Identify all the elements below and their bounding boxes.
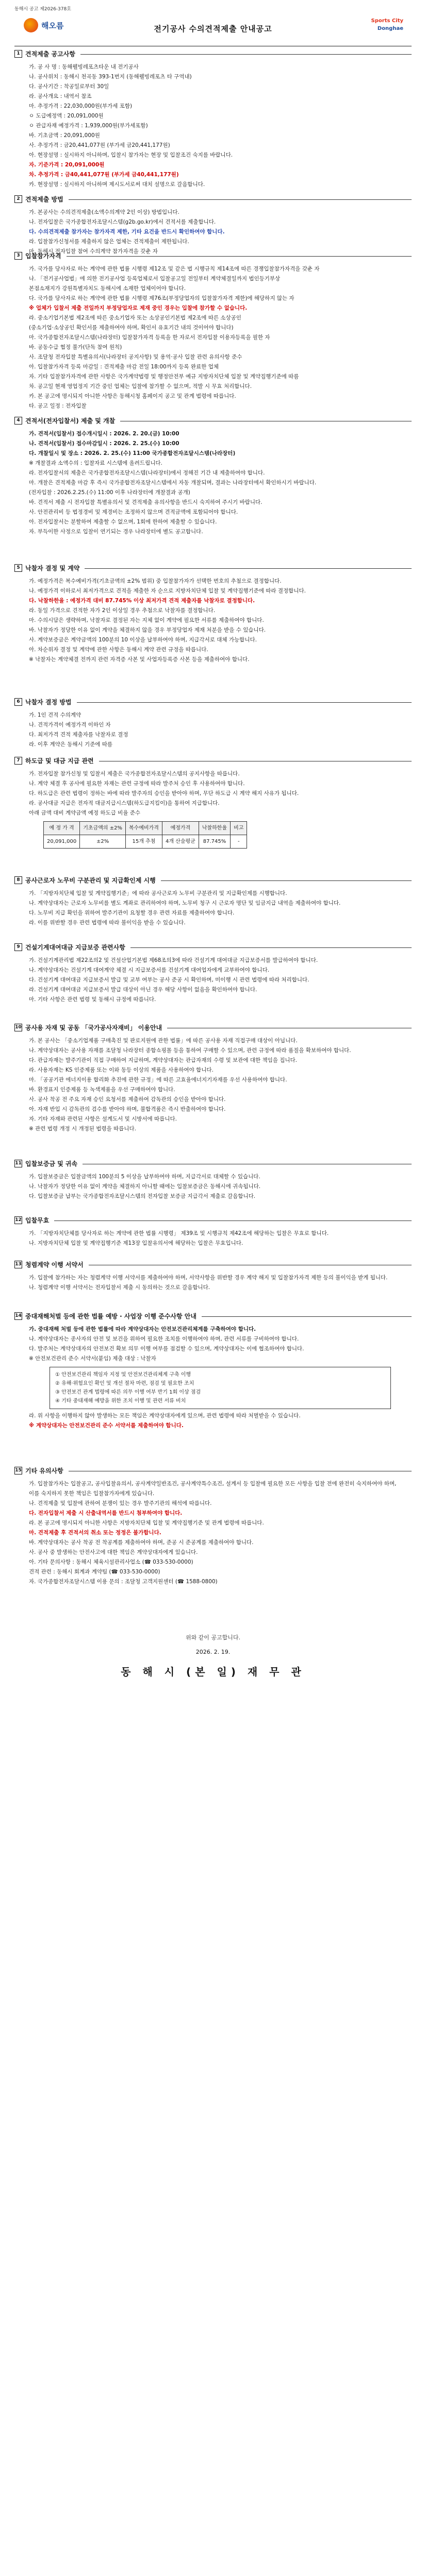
notice-line: 나. 공사위치 : 동해시 천곡동 393-1번지 (동해웰빙레포츠 타 구역내): [29, 74, 192, 80]
notice-line: 다. 입찰보증금 납부는 국가종합전자조달시스템의 전자입찰 보증금 지급각서 제출로 갈음합니다.: [29, 1193, 256, 1199]
doc-number: 동해시 공고 제2026-378호: [14, 7, 71, 12]
section-body: [14, 769, 412, 849]
section-divider: [80, 54, 412, 55]
table-cell: -: [231, 835, 247, 849]
section-heading: [14, 943, 412, 952]
table-cell: 20,091,000: [44, 835, 80, 849]
notice-line: 다. 최저가격 견적 제출자를 낙찰자로 결정: [29, 732, 128, 738]
section-heading: [14, 698, 412, 706]
section-6: [14, 698, 412, 750]
section-body: [14, 429, 412, 537]
notice-line: 라. 건설기계 대여대금 지급보증서 발급 대상이 아닌 경우 해당 사항이 없음을 확인하여야 합니다.: [29, 987, 257, 993]
section-1: [14, 49, 412, 190]
notice-line: 가. 본공사는 수의견적제출(소액수의계약 2인 이상) 방법입니다.: [29, 209, 179, 215]
notice-line: 가. 입찰에 참가하는 자는 청렴계약 이행 서약서를 제출하여야 하며, 서약사항을 위반할 경우 계약 해지 및 입찰참가자격 제한 등의 불이익을 받게 됩니다.: [29, 1275, 388, 1281]
section-divider: [89, 1264, 412, 1265]
section-number: 13: [14, 1261, 22, 1268]
section-title: 청렴계약 이행 서약서: [25, 1261, 84, 1268]
notice-line: ※ 계약상대자는 안전보건관리 준수 서약서를 제출하여야 합니다.: [29, 1422, 184, 1429]
section-number: 7: [14, 757, 22, 765]
notice-line: 나. 「전기공사업법」에 의한 전기공사업 등록업체로서 입찰공고일 전일부터 계약체결일까지 법인등기부상: [29, 276, 281, 282]
section-heading: [14, 416, 412, 425]
notice-line: 라. 전자입찰서의 제출은 국가종합전자조달시스템(나라장터)에서 정해진 기간 내 제출하여야 합니다.: [29, 470, 265, 476]
section-heading: [14, 756, 412, 765]
section-body: [14, 956, 412, 1005]
table-header-cell: 예 정 가 격: [44, 822, 80, 835]
notice-line: 가. 입찰참가자는 입찰공고, 공사입찰유의서, 공사계약일반조건, 공사계약특수조건, 설계서 등 입찰에 필요한 모든 사항을 입찰 전에 완전히 숙지하여야 하며,: [29, 1481, 397, 1487]
section-body: [14, 1325, 412, 1431]
notice-line: 아. 현장설명 : 실시하지 아니하며, 입찰시 참가자는 현장 및 입찰조건 숙지를 바랍니다.: [29, 152, 233, 158]
notice-line: 나. 견적서(입찰서) 접수마감일시 : 2026. 2. 25.(수) 10:00: [29, 440, 179, 447]
notice-line: ※ 업체가 입찰서 제출 전일까지 부정당업자로 제재 중인 경우는 입찰에 참가할 수 없습니다.: [29, 305, 248, 311]
notice-line: 라. 동일 가격으로 견적한 자가 2인 이상일 경우 추첨으로 낙찰자를 결정합니다.: [29, 607, 216, 614]
section-number: 2: [14, 195, 22, 203]
section-title: 공사근로자 노무비 구분관리 및 지급확인제 시행: [25, 877, 156, 884]
notice-line: 마. 추정가격 : 22,030,000원(부가세 포함): [29, 103, 133, 109]
notice-line: 마. 수의시담은 생략하며, 낙찰자로 결정된 자는 지체 없이 계약에 필요한 서류를 제출하여야 합니다.: [29, 617, 264, 623]
notice-line: 라. 중소기업기본법 제2조에 따른 중소기업자 또는 소상공인기본법 제2조에 따른 소상공인: [29, 315, 241, 321]
notice-line: 라. 공사대금 지급은 전자적 대금지급시스템(하도급지킴이)을 통하여 지급합니다.: [29, 800, 220, 806]
notice-line: 아. 전자입찰서는 분할하여 제출할 수 없으며, 1회에 한하여 제출할 수 있습니다.: [29, 519, 217, 525]
section-title: 입찰무효: [25, 1217, 50, 1224]
notice-line: (중소기업·소상공인 확인서를 제출하여야 하며, 확인서 유효기간 내의 것이어야 합니다): [29, 325, 234, 331]
section-number: 11: [14, 1160, 22, 1167]
section-title: 입찰참가자격: [25, 252, 61, 260]
checklist-item: ① 안전보건관리 책임자 지정 및 안전보건관리체계 구축 이행: [55, 1372, 191, 1378]
notice-line: 견적 관련 : 동해시 회계과 계약팀 (☎ 033-530-0000): [29, 1569, 160, 1575]
section-divider: [67, 256, 412, 257]
table-cell: 87.745%: [199, 835, 230, 849]
section-divider: [130, 947, 412, 948]
notice-line: 마. 개찰은 견적제출 마감 후 즉시 국가종합전자조달시스템에서 자동 개찰되며, 결과는 나라장터에서 확인하시기 바랍니다.: [29, 480, 317, 486]
notice-line: 다. 건설기계 대여대금 지급보증서 발급 및 교부 여부는 공사 준공 시 확인하며, 미이행 시 관련 법령에 따라 처리합니다.: [29, 977, 309, 983]
section-body: [14, 208, 412, 257]
section-number: 6: [14, 698, 22, 706]
notice-line: 가. 견적서(입찰서) 접수개시일시 : 2026. 2. 20.(금) 10:00: [29, 431, 179, 437]
notice-line: ㅇ 관급자재 예정가격 : 1,939,000원(부가세포함): [29, 123, 148, 129]
notice-line: 아. 기타 문의사항 : 동해시 체육시설관리사업소 (☎ 033-530-0000): [29, 1559, 193, 1565]
section-body: [14, 1229, 412, 1248]
closing-date: 2026. 2. 19.: [195, 1649, 231, 1655]
notice-line: 가. 예정가격은 복수예비가격(기초금액의 ±2% 범위) 중 입찰참가자가 선택한 번호의 추첨으로 결정합니다.: [29, 578, 282, 584]
notice-line: 다. 국가를 당사자로 하는 계약에 관한 법률 시행령 제76조(부정당업자의 입찰참가자격 제한)에 해당하지 않는 자: [29, 295, 294, 301]
notice-line: 나. 전자입찰은 국가종합전자조달시스템(g2b.go.kr)에서 견적서를 제출합니다.: [29, 219, 216, 225]
section-14: [14, 1312, 412, 1431]
section-divider: [69, 199, 412, 200]
section-body: [14, 1036, 412, 1134]
notice-line: 자. 국가종합전자조달시스템 이용 문의 : 조달청 고객지원센터 (☎ 1588-0800): [29, 1579, 218, 1585]
section-number: 12: [14, 1216, 22, 1224]
notice-line: 나. 견적가격이 예정가격 이하인 자: [29, 722, 111, 728]
section-title: 중대재해처벌 등에 관한 법률 예방 · 사업장 이행 준수사항 안내: [25, 1313, 196, 1320]
notice-line: 나. 낙찰자가 정당한 이유 없이 계약을 체결하지 아니할 때에는 입찰보증금은 동해시에 귀속됩니다.: [29, 1183, 261, 1190]
table-header-cell: 낙찰하한율: [199, 822, 230, 835]
section-12: [14, 1216, 412, 1248]
section-body: [14, 1172, 412, 1201]
section-number: 3: [14, 252, 22, 260]
section-divider: [161, 880, 412, 881]
section-body: [14, 710, 412, 750]
notice-line: 마. 동해시 전자입찰 참여 수의계약 참가자격을 갖춘 자: [29, 248, 158, 255]
notice-line: 나. 지방자치단체 입찰 및 계약집행기준 제13장 입찰유의서에 해당하는 입찰은 무효입니다.: [29, 1240, 243, 1246]
section-body: [14, 577, 412, 665]
notice-line: 사. 공사 중 발생하는 안전사고에 대한 책임은 계약상대자에게 있습니다.: [29, 1549, 198, 1555]
notice-line: 바. 계약상대자는 공사 착공 전 착공계를 제출하여야 하며, 준공 시 준공계를 제출하여야 합니다.: [29, 1539, 254, 1546]
section-divider: [77, 702, 412, 703]
section-divider: [83, 1163, 412, 1164]
section-heading: [14, 1260, 412, 1269]
notice-line: 라. 위 사항을 이행하지 않아 발생하는 모든 책임은 계약상대자에게 있으며, 관련 법령에 따라 처벌받을 수 있습니다.: [29, 1413, 301, 1419]
notice-line: 라. 본 공고에 명시되지 아니한 사항은 지방자치단체 입찰 및 계약집행기준 및 관계 법령에 따릅니다.: [29, 1520, 264, 1526]
section-title: 입찰보증금 및 귀속: [25, 1160, 78, 1167]
section-13: [14, 1260, 412, 1293]
section-heading: [14, 564, 412, 572]
notice-line: 다. 개찰일시 및 장소 : 2026. 2. 25.(수) 11:00 국가종합전자조달시스템(나라장터): [29, 450, 236, 456]
notice-line: 다. 관급자재는 발주기관이 직접 구매하여 지급하며, 계약상대자는 관급자재의 수령 및 보관에 대한 책임을 집니다.: [29, 1057, 297, 1063]
table-header-cell: 복수예비가격: [126, 822, 162, 835]
section-number: 15: [14, 1467, 22, 1475]
table-header-cell: 예정가격: [162, 822, 199, 835]
notice-line: 라. 이후 계약은 동해시 기준에 따름: [29, 741, 113, 748]
notice-line: 타. 공고 일정 : 전자입찰: [29, 403, 87, 409]
notice-line: 가. 1인 견적 수의계약: [29, 712, 81, 718]
section-divider: [54, 1220, 412, 1221]
section-number: 1: [14, 50, 22, 58]
section-heading: [14, 1159, 412, 1168]
section-11: [14, 1159, 412, 1201]
notice-line: 나. 견적제출 및 입찰에 관하여 분쟁이 있는 경우 발주기관의 해석에 따릅니다.: [29, 1500, 212, 1506]
section-title: 낙찰자 결정 및 계약: [25, 565, 80, 572]
notice-line: 사. 공사 착공 전 주요 자재 승인 요청서를 제출하여 감독관의 승인을 받아야 합니다.: [29, 1096, 226, 1103]
notice-line: 사. 조달청 전자입찰 특별유의서(나라장터 공지사항) 및 용역·공사 입찰 관련 유의사항 준수: [29, 354, 242, 360]
notice-line: 나. 예정가격 이하로서 최저가격으로 견적을 제출한 자 순으로 지방자치단체 입찰 및 계약집행기준에 따라 결정합니다.: [29, 588, 306, 594]
section-heading: [14, 1312, 412, 1320]
notice-line: 라. 사용자재는 KS 인증제품 또는 이와 동등 이상의 제품을 사용하여야 합니다.: [29, 1067, 214, 1073]
notice-line: 가. 국가를 당사자로 하는 계약에 관한 법률 시행령 제12조 및 같은 법 시행규칙 제14조에 따른 경쟁입찰참가자격을 갖춘 자: [29, 266, 320, 272]
section-9: [14, 943, 412, 1005]
title-banner: [14, 15, 412, 46]
notice-line: (전자입찰 : 2026.2.25.(수) 11:00 이후 나라장터에 개찰결과 공개): [29, 489, 190, 496]
section-heading: [14, 1216, 412, 1225]
notice-line: ※ 개찰결과 소액수의 : 입찰자료 시스템에 올려드립니다.: [29, 460, 162, 466]
section-2: [14, 195, 412, 257]
notice-line: 다. 노무비 지급 확인을 위하여 발주기관이 요청할 경우 관련 자료를 제출하여야 합니다.: [29, 910, 235, 916]
section-body: [14, 62, 412, 190]
section-4: [14, 416, 412, 537]
notice-line: 바. 기초금액 : 20,091,000원: [29, 132, 100, 139]
notice-line: 다. 공사기간 : 착공일로부터 30일: [29, 83, 109, 90]
notice-line: 라. 공사개요 : 내역서 참조: [29, 93, 92, 99]
notice-line: 나. 계약상대자는 건설기계 대여계약 체결 시 지급보증서를 건설기계 대여업자에게 교부하여야 합니다.: [29, 967, 270, 973]
section-title: 하도급 및 대금 지급 관련: [25, 757, 94, 765]
issuer-name: 동 해 시 (본 일) 재 무 관: [121, 1666, 305, 1678]
city-logo-text: 해오름: [41, 21, 64, 30]
notice-line: ㅇ 도급예정액 : 20,091,000원: [29, 113, 104, 119]
table-cell: 4개 산술평균: [162, 835, 199, 849]
notice-line: 카. 본 공고에 명시되지 아니한 사항은 동해시청 홈페이지 공고 및 관계 법령에 따릅니다.: [29, 393, 236, 399]
notice-line: 차. 추정가격 : 금40,441,077원 (부가세 금40,441,177원): [29, 172, 179, 178]
section-heading: [14, 251, 412, 260]
section-number: 5: [14, 564, 22, 572]
notice-line: 가. 공 사 명 : 동해웰빙레포츠타운 내 전기공사: [29, 64, 139, 70]
section-10: [14, 1023, 412, 1134]
section-heading: [14, 49, 412, 58]
section-5: [14, 564, 412, 665]
section-body: [14, 889, 412, 928]
notice-line: 아. 입찰참가자격 등록 마감일 : 견적제출 마감 전일 18:00까지 등록 완료한 업체: [29, 364, 219, 370]
section-heading: [14, 1023, 412, 1032]
section-title: 건설기계대여대금 지급보증 관련사항: [25, 944, 125, 951]
section-number: 14: [14, 1312, 22, 1320]
section-15: [14, 1466, 412, 1587]
safety-checklist-box: [50, 1367, 391, 1409]
notice-line: 자. 부득이한 사정으로 입찰이 연기되는 경우 나라장터에 별도 공고합니다.: [29, 529, 203, 535]
checklist-item: ④ 기타 중대재해 예방을 위한 조치 이행 및 관련 서류 비치: [55, 1398, 186, 1404]
notice-line: 자. 기준가격 : 20,091,000원: [29, 162, 105, 168]
checklist-item: ③ 안전보건 관계 법령에 따른 의무 이행 여부 반기 1회 이상 점검: [55, 1389, 201, 1395]
section-body: [14, 1479, 412, 1587]
sports-city-logo: [371, 17, 403, 32]
notice-line: ※ 관련 법령 개정 시 개정된 법령을 따릅니다.: [29, 1126, 136, 1132]
notice-line: 가. 건설기계관리법 제22조의2 및 건설산업기본법 제68조의3에 따라 건설기계 대여대금 지급보증서를 발급하여야 합니다.: [29, 957, 318, 963]
notice-line: 다. 수의견적제출 참가자는 참가자격 제한, 기타 요건을 반드시 확인하여야 합니다.: [29, 229, 225, 235]
document-header: [14, 5, 412, 46]
notice-line: 사. 안전관리비 등 법정경비 및 제경비는 조정하지 않으며 견적금액에 포함되어야 합니다.: [29, 509, 238, 515]
section-title: 견적제출 방법: [25, 196, 63, 203]
notice-line: 바. 환경표지 인증제품 등 녹색제품을 우선 구매하여야 합니다.: [29, 1087, 175, 1093]
notice-line: 사. 계약보증금은 계약금액의 100분의 10 이상을 납부하여야 하며, 지급각서로 대체 가능합니다.: [29, 637, 257, 643]
notice-line: 자. 기타 입찰참가자격에 관한 사항은 국가계약법령 및 행정안전부 예규 지방자치단체 입찰 및 계약집행기준에 따름: [29, 374, 299, 380]
notice-line: 바. 견적서 제출 시 전자입찰 특별유의서 및 견적제출 유의사항을 반드시 숙지하여 주시기 바랍니다.: [29, 499, 263, 505]
table-header-cell: 기초금액의 ±2%: [80, 822, 126, 835]
section-title: 기타 유의사항: [25, 1467, 63, 1475]
section-divider: [69, 1470, 412, 1471]
notice-line: 마. 「공공기관 에너지이용 합리화 추진에 관한 규정」에 따른 고효율에너지기자재를 우선 사용하여야 합니다.: [29, 1077, 287, 1083]
section-heading: [14, 876, 412, 885]
section-divider: [167, 1027, 412, 1028]
section-title: 견적제출 공고사항: [25, 50, 75, 58]
table-cell: ±2%: [80, 835, 126, 849]
notice-line: 가. 중대재해 처벌 등에 관한 법률에 따라 계약상대자는 안전보건관리체계를 구축하여야 합니다.: [29, 1326, 256, 1332]
notice-line: 아. 자재 반입 시 감독관의 검수를 받아야 하며, 불합격품은 즉시 반출하여야 합니다.: [29, 1106, 226, 1112]
section-body: [14, 264, 412, 411]
notice-line: 본점소재지가 강원특별자치도 동해시에 소재한 업체이어야 합니다.: [29, 285, 186, 292]
notice-line: 나. 계약 체결 후 공사에 필요한 자재는 관련 규정에 따라 발주처 승인 후 사용하여야 합니다.: [29, 781, 245, 787]
notice-line: 나. 계약상대자는 공사용 자재를 조달청 나라장터 종합쇼핑몰 등을 통하여 구매할 수 있으며, 관련 규정에 따라 품질을 확보하여야 합니다.: [29, 1047, 351, 1054]
notice-line: 라. 이를 위반할 경우 관련 법령에 따라 불이익을 받을 수 있습니다.: [29, 920, 186, 926]
section-number: 10: [14, 1024, 22, 1031]
price-table: [43, 821, 247, 849]
table-cell: 15개 추첨: [126, 835, 162, 849]
notice-line: 나. 계약상대자는 종사자의 안전 및 보건을 위하여 필요한 조치를 이행하여야 하며, 관련 서류를 구비하여야 합니다.: [29, 1336, 299, 1342]
notice-line: 사. 추정가격 : 금20,441,077원 (부가세 금20,441,177원): [29, 142, 170, 148]
notice-line: 이를 숙지하지 못한 책임은 입찰참가자에게 있습니다.: [29, 1490, 155, 1497]
section-divider: [99, 760, 412, 761]
section-divider: [202, 1316, 412, 1317]
notice-line: 다. 전자입찰서 제출 시 산출내역서를 반드시 첨부하여야 합니다.: [29, 1510, 183, 1516]
section-heading: [14, 1466, 412, 1475]
table-header-cell: 비고: [231, 822, 247, 835]
section-number: 9: [14, 943, 22, 951]
notice-line: 가. 전자입찰 참가신청 및 입찰서 제출은 국가종합전자조달시스템의 공지사항을 따릅니다.: [29, 771, 240, 777]
notice-line: 바. 낙찰자가 정당한 이유 없이 계약을 체결하지 않을 경우 부정당업자 제재 처분을 받을 수 있습니다.: [29, 627, 266, 633]
document-title: 전기공사 수의견적제출 안내공고: [154, 24, 272, 33]
section-8: [14, 876, 412, 928]
section-body: [14, 1273, 412, 1293]
closing-block: [14, 1633, 412, 1679]
closing-statement: 위와 같이 공고합니다.: [185, 1634, 241, 1641]
notice-line: 바. 공동수급 협정 불가(단독 참여 원칙): [29, 344, 122, 350]
notice-line: 차. 공고일 현재 영업정지 기간 중인 업체는 입찰에 참가할 수 없으며, 적발 시 무효 처리합니다.: [29, 383, 252, 389]
notice-line: ※ 낙찰자는 계약체결 전까지 관련 자격증 사본 및 사업자등록증 사본 등을 제출하여야 합니다.: [29, 656, 250, 663]
donghae-text: Donghae: [377, 26, 403, 31]
notice-line: 마. 기타 사항은 관련 법령 및 동해시 규정에 따릅니다.: [29, 996, 156, 1003]
section-heading: [14, 195, 412, 204]
notice-line: 라. 입찰참가신청서를 제출하지 않은 업체는 견적제출이 제한됩니다.: [29, 239, 189, 245]
section-7: [14, 756, 412, 851]
notice-line: 나. 계약상대자는 근로자 노무비를 별도 계좌로 관리하여야 하며, 노무비 청구 시 근로자 명단 및 임금지급 내역을 제출하여야 합니다.: [29, 900, 341, 906]
checklist-item: ② 유해·위험요인 확인 및 개선 절차 마련, 점검 및 필요한 조치: [55, 1381, 194, 1386]
section-title: 견적서(전자입찰서) 제출 및 개찰: [25, 417, 116, 425]
notice-line: 마. 견적제출 후 견적서의 취소 또는 정정은 불가합니다.: [29, 1530, 161, 1536]
notice-line: 카. 현장설명 : 실시하지 아니하며 제시도서로써 대치 설명으로 갈음합니다.: [29, 181, 205, 188]
notice-line: 나. 청렴계약 이행 서약서는 전자입찰서 제출 시 동의하는 것으로 갈음합니다.: [29, 1284, 210, 1291]
section-number: 8: [14, 876, 22, 884]
section-divider: [120, 420, 412, 421]
notice-line: 다. 하도급은 관련 법령이 정하는 바에 따라 발주자의 승인을 받아야 하며, 무단 하도급 시 계약 해지 사유가 됩니다.: [29, 790, 299, 796]
notice-line: 가. 「지방자치단체 입찰 및 계약집행기준」에 따라 공사근로자 노무비 구분관리 및 지급확인제를 시행합니다.: [29, 890, 287, 896]
notice-line: 아래 금액 대비 계약금액 예정 하도급 비율 준수: [29, 810, 141, 816]
notice-line: 다. 발주처는 계약상대자의 안전보건 확보 의무 이행 여부를 점검할 수 있으며, 계약상대자는 이에 협조하여야 합니다.: [29, 1346, 304, 1352]
section-divider: [85, 568, 412, 569]
section-title: 공사용 자재 및 공동 「국가공사자재비」 이용안내: [25, 1024, 162, 1031]
notice-line: 가. 「지방자치단체를 당사자로 하는 계약에 관한 법률 시행령」 제39조 및 시행규칙 제42조에 해당하는 입찰은 무효로 합니다.: [29, 1230, 329, 1236]
notice-line: 자. 기타 자재와 관련된 사항은 설계도서 및 시방서에 따릅니다.: [29, 1116, 177, 1122]
notice-line: 다. 낙찰하한율 : 예정가격 대비 87.745% 이상 최저가격 견적 제출자를 낙찰자로 결정합니다.: [29, 598, 255, 604]
section-number: 4: [14, 417, 22, 425]
section-title: 낙찰자 결정 방법: [25, 699, 72, 706]
notice-line: 가. 본 공사는 「중소기업제품 구매촉진 및 판로지원에 관한 법률」에 따른 공사용 자재 직접구매 대상이 아닙니다.: [29, 1038, 298, 1044]
section-3: [14, 251, 412, 411]
notice-line: 아. 차순위자 결정 및 계약에 관한 사항은 동해시 계약 관련 규정을 따릅니다.: [29, 647, 208, 653]
notice-line: ※ 안전보건관리 준수 서약서(붙임) 제출 대상 : 낙찰자: [29, 1355, 156, 1362]
sports-city-text: Sports City: [371, 18, 403, 24]
notice-line: 가. 입찰보증금은 입찰금액의 100분의 5 이상을 납부하여야 하며, 지급각서로 대체할 수 있습니다.: [29, 1174, 260, 1180]
notice-line: 마. 국가종합전자조달시스템(나라장터) 입찰참가자격 등록을 한 자로서 전자입찰 이용자등록을 필한 자: [29, 334, 270, 341]
table-row: [44, 835, 247, 849]
